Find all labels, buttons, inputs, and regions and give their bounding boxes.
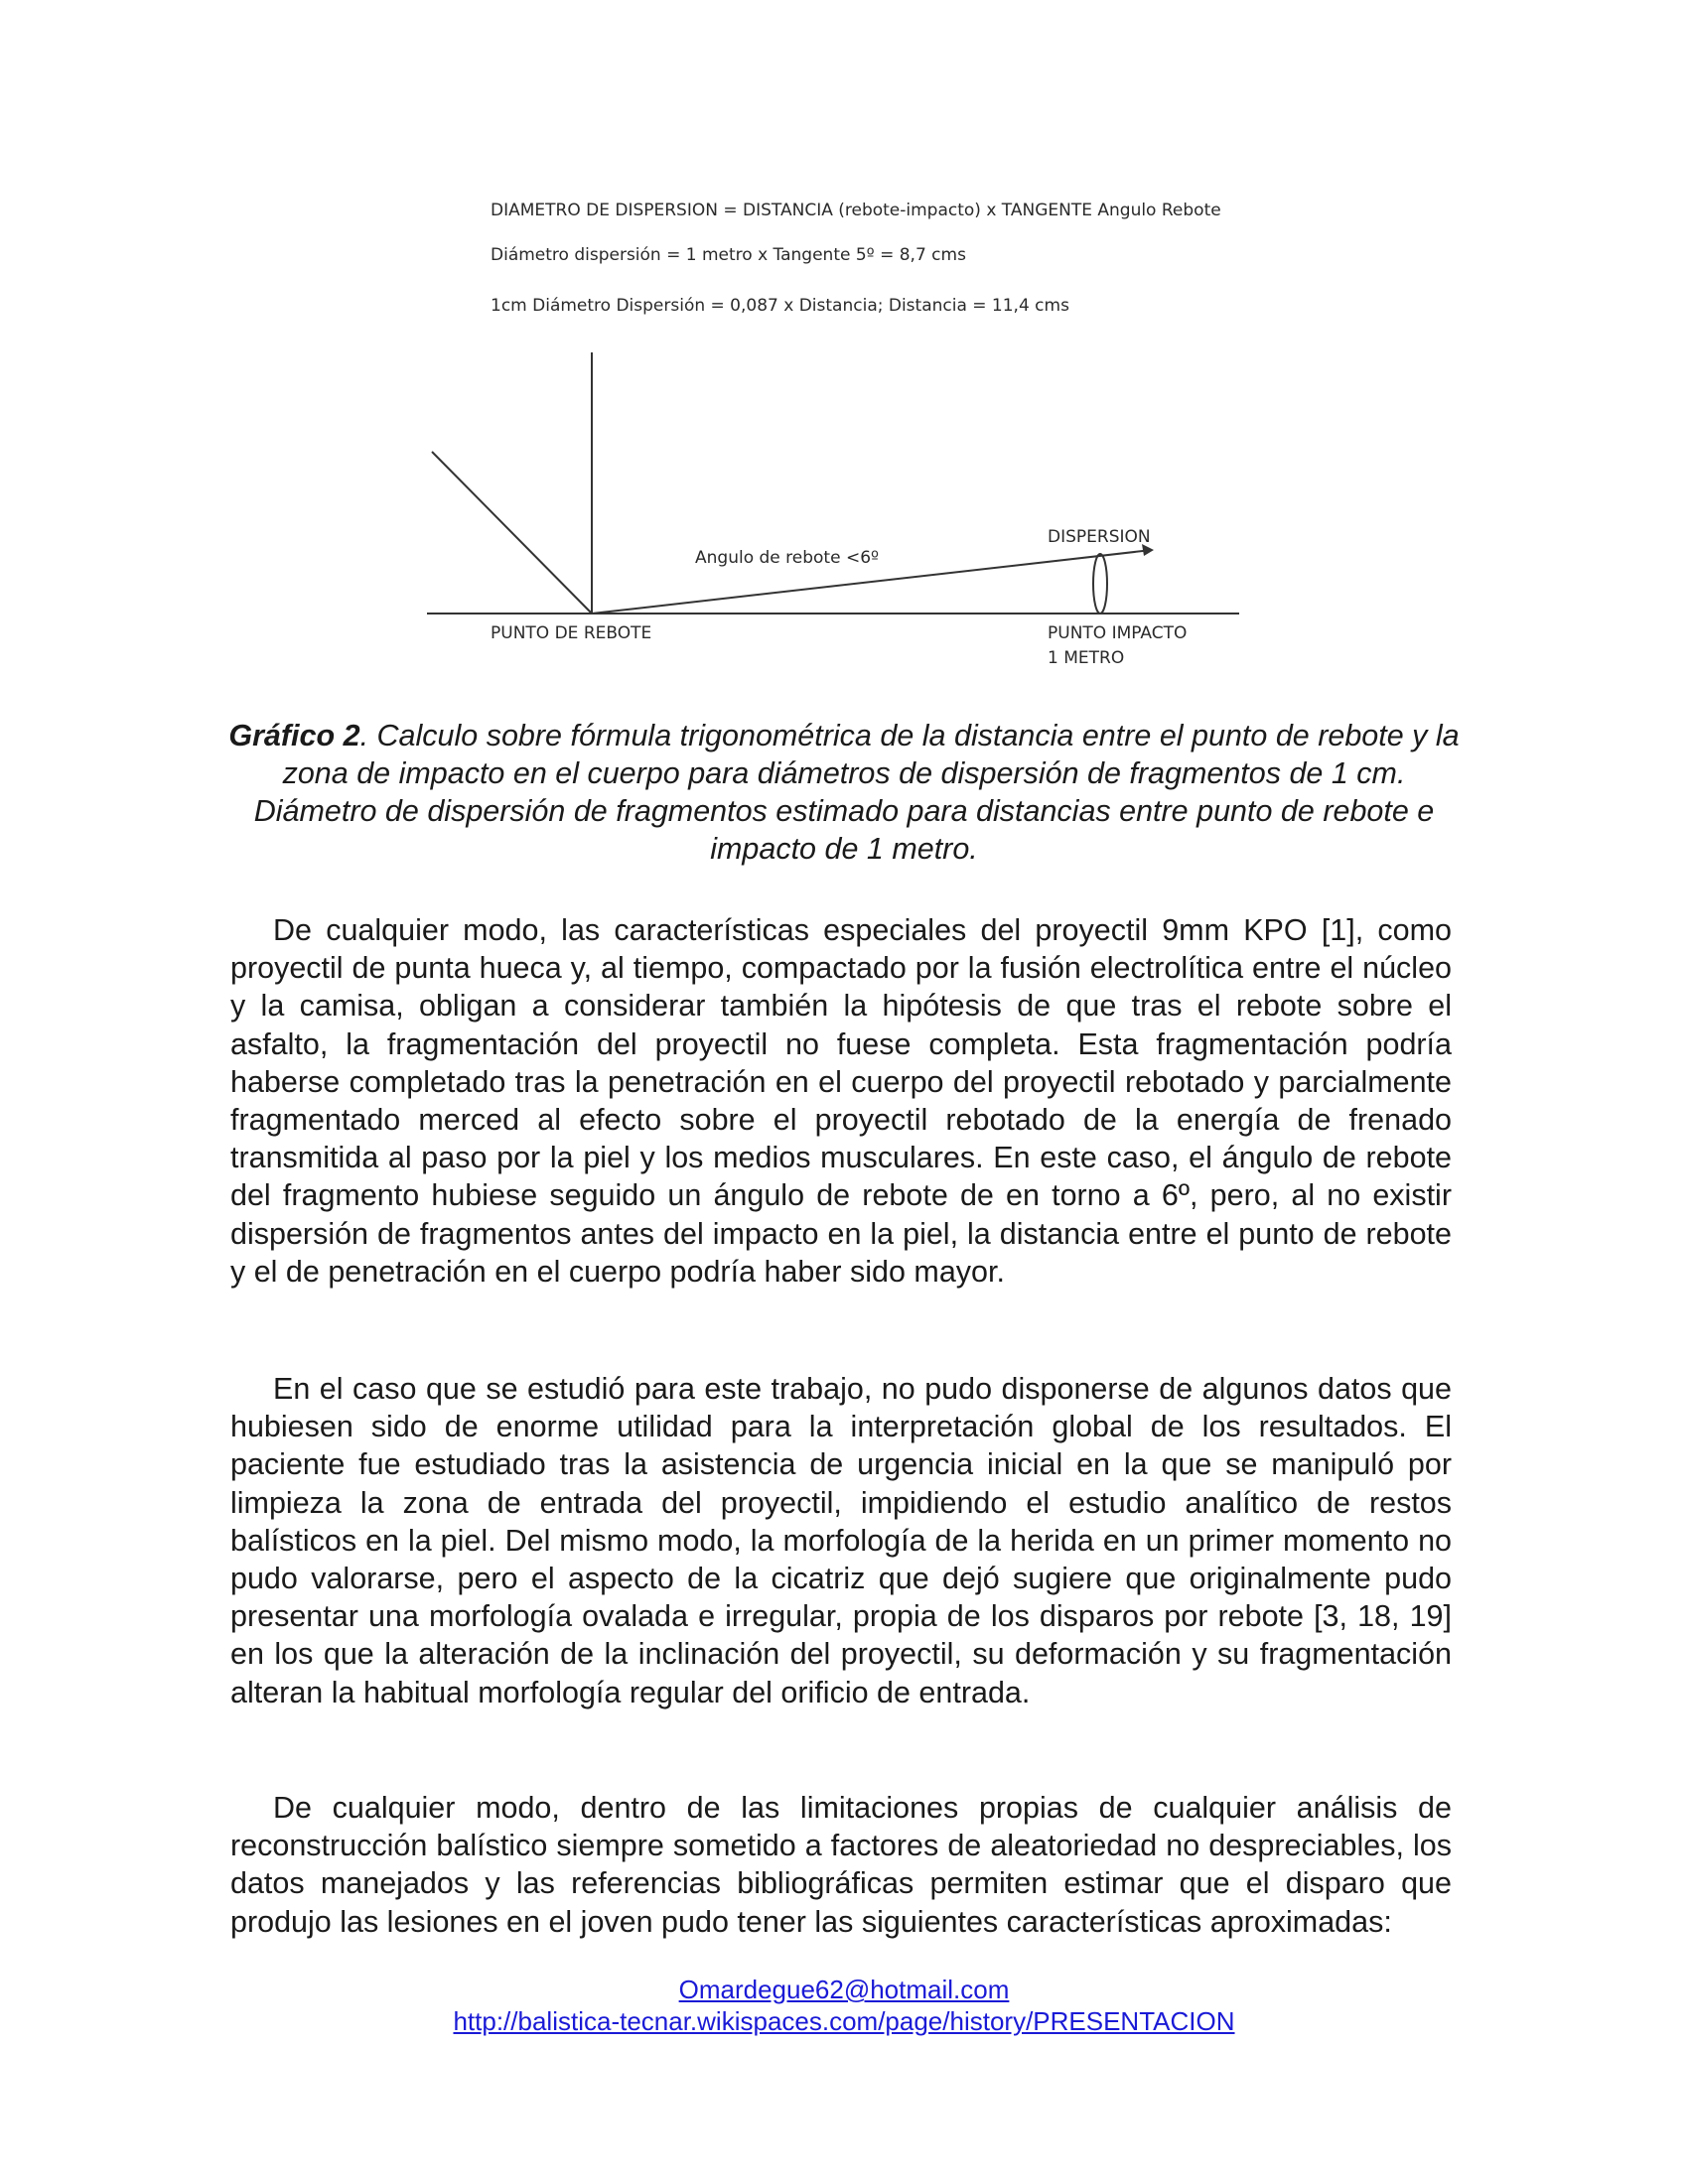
email-link[interactable]: Omardegue62@hotmail.com [678,1975,1010,2004]
incoming-trajectory [432,452,592,614]
dispersion-label: DISPERSION [1048,527,1151,547]
figure-caption [228,717,1460,868]
formula-line-2: Diámetro dispersión = 1 metro x Tangente 5º = 8,7 cms [491,245,966,265]
formula-line-1: DIAMETRO DE DISPERSION = DISTANCIA (rebote-impacto) x TANGENTE Angulo Rebote [491,201,1221,220]
caption-label: Gráfico 2 [228,719,360,752]
body-paragraph-3: De cualquier modo, dentro de las limitaciones propias de cualquier análisis de reconstrucción balístico siempre sometido a factores de aleatoriedad no despreciables, los datos manejados y las referencias bibliográficas permiten estimar que el disparo que produjo las lesiones en el joven pudo tener las siguientes características aproximadas: [230,1791,1452,1939]
body-paragraph-2: En el caso que se estudió para este trabajo, no pudo disponerse de algunos datos que hubiesen sido de enorme utilidad para la interpretación global de los resultados. El paciente fue estudiado tras la asistencia de urgencia inicial en la que se manipuló por limpieza la zona de entrada del proyectil, impidiendo el estudio analítico de restos balísticos en la piel. Del mismo modo, la morfología de la herida en un primer momento no pudo valorarse, pero el aspecto de la cicatriz que dejó sugiere que originalmente pudo presentar una morfología ovalada e irregular, propia de los disparos por rebote [3, 18, 19] en los que la alteración de la inclinación del proyectil, su deformación y su fragmentación alteran la habitual morfología regular del orificio de entrada. [230,1372,1452,1709]
url-link[interactable]: http://balistica-tecnar.wikispaces.com/page/history/PRESENTACION [453,2006,1235,2036]
rebound-diagram-svg [407,189,1281,685]
impact-distance-label: 1 METRO [1048,648,1125,668]
impact-point-label: PUNTO IMPACTO [1048,623,1188,643]
rebound-diagram [407,189,1281,685]
rebound-point-label: PUNTO DE REBOTE [491,623,652,643]
formula-line-3: 1cm Diámetro Dispersión = 0,087 x Distancia; Distancia = 11,4 cms [491,296,1069,316]
footer-email [0,1974,1688,2005]
footer-url [0,2005,1688,2037]
caption-text: . Calculo sobre fórmula trigonométrica de la distancia entre el punto de rebote y la zona de impacto en el cuerpo para diámetros de dispersión de fragmentos de 1 cm. Diámetro de dispersión de fragmentos estimado para distancias entre punto de rebote e impacto de 1 metro. [253,719,1460,866]
angle-label: Angulo de rebote <6º [695,548,880,568]
body-paragraph-1: De cualquier modo, las características especiales del proyectil 9mm KPO [1], como proyectil de punta hueca y, al tiempo, compactado por la fusión electrolítica entre el núcleo y la camisa, obligan a considerar también la hipótesis de que tras el rebote sobre el asfalto, la fragmentación del proyectil no fuese completa. Esta fragmentación podría haberse completado tras la penetración en el cuerpo del proyectil rebotado y parcialmente fragmentado merced al efecto sobre el proyectil rebotado de la energía de frenado transmitida al paso por la piel y los medios musculares. En este caso, el ángulo de rebote del fragmento hubiese seguido un ángulo de rebote de en torno a 6º, pero, al no existir dispersión de fragmentos antes del impacto en la piel, la distancia entre el punto de rebote y el de penetración en el cuerpo podría haber sido mayor. [230,913,1452,1289]
dispersion-ellipse [1093,554,1107,614]
